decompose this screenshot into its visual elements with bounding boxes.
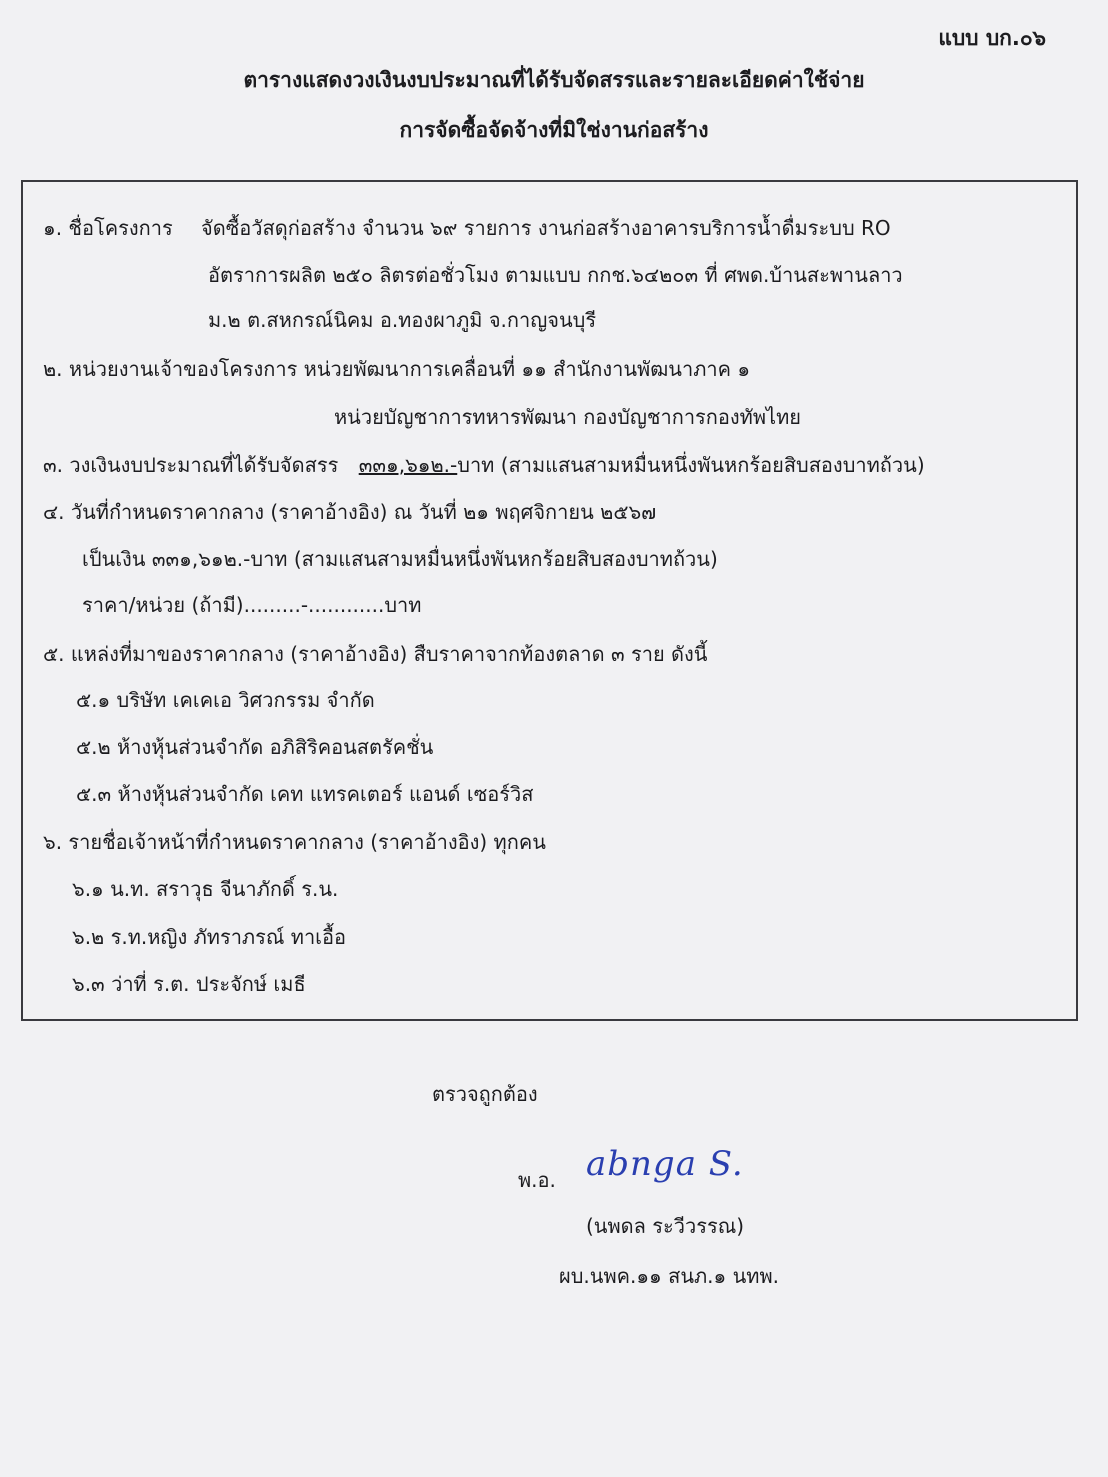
verified-label: ตรวจถูกต้อง (432, 1082, 538, 1106)
price-source-2: ๕.๒ ห้างหุ้นส่วนจำกัด อภิสิริคอนสตรัคชั่น (76, 735, 434, 759)
signer-name: (นพดล ระวีวรรณ) (586, 1214, 745, 1238)
signer-position: ผบ.นพค.๑๑ สนภ.๑ นทพ. (559, 1264, 779, 1288)
item1-label: ๑. ชื่อโครงการ (43, 216, 173, 240)
item1-text-line3: ม.๒ ต.สหกรณ์นิคม อ.ทองผาภูมิ จ.กาญจนบุรี (208, 308, 597, 332)
price-source-1: ๕.๑ บริษัท เคเคเอ วิศวกรรม จำกัด (76, 688, 375, 712)
price-source-3: ๕.๓ ห้างหุ้นส่วนจำกัด เคท แทรคเตอร์ แอนด์ เซอร์วิส (76, 782, 534, 806)
signer-rank: พ.อ. (518, 1168, 556, 1192)
item3-label: ๓. วงเงินงบประมาณที่ได้รับจัดสรร (43, 453, 339, 477)
item1-text-line1: จัดซื้อวัสดุก่อสร้าง จำนวน ๖๙ รายการ งานก่อสร้างอาคารบริการน้ำดื่มระบบ RO (201, 216, 891, 240)
item5-text: ๕. แหล่งที่มาของราคากลาง (ราคาอ้างอิง) สืบราคาจากท้องตลาด ๓ ราย ดังนี้ (43, 642, 708, 666)
document-title-line2: การจัดซื้อจัดจ้างที่มิใช่งานก่อสร้าง (399, 118, 709, 142)
item6-text: ๖. รายชื่อเจ้าหน้าที่กำหนดราคากลาง (ราคาอ้างอิง) ทุกคน (43, 830, 546, 854)
item4-text-line1: ๔. วันที่กำหนดราคากลาง (ราคาอ้างอิง) ณ วันที่ ๒๑ พฤศจิกายน ๒๕๖๗ (43, 500, 657, 524)
item3-text (43, 449, 925, 481)
item1-text-line2: อัตราการผลิต ๒๕๐ ลิตรต่อชั่วโมง ตามแบบ กกช.๖๔๒๐๓ ที่ ศพด.บ้านสะพานลาว (208, 263, 903, 287)
item3-amount-words: บาท (สามแสนสามหมื่นหนึ่งพันหกร้อยสิบสองบาทถ้วน) (457, 453, 925, 477)
officer-2: ๖.๒ ร.ท.หญิง ภัทราภรณ์ ทาเอื้อ (72, 925, 347, 949)
budget-amount: ๓๓๑,๖๑๒.- (358, 453, 458, 477)
officer-3: ๖.๓ ว่าที่ ร.ต. ประจักษ์ เมธี (72, 972, 306, 996)
officer-1: ๖.๑ น.ท. สราวุธ จีนาภักดิ์ ร.น. (72, 877, 339, 901)
form-code: แบบ บก.๐๖ (938, 26, 1046, 50)
item4-price-per-unit: ราคา/หน่วย (ถ้ามี).........-............บาท (82, 593, 422, 617)
item4-text-line2: เป็นเงิน ๓๓๑,๖๑๒.-บาท (สามแสนสามหมื่นหนึ่งพันหกร้อยสิบสองบาทถ้วน) (82, 547, 718, 571)
item2-text-line1: ๒. หน่วยงานเจ้าของโครงการ หน่วยพัฒนาการเคลื่อนที่ ๑๑ สำนักงานพัฒนาภาค ๑ (43, 357, 751, 381)
document-title-line1: ตารางแสดงวงเงินงบประมาณที่ได้รับจัดสรรและรายละเอียดค่าใช้จ่าย (243, 68, 865, 92)
item2-text-line2: หน่วยบัญชาการทหารพัฒนา กองบัญชาการกองทัพไทย (334, 405, 802, 429)
handwritten-signature: abnga S. (586, 1144, 744, 1184)
